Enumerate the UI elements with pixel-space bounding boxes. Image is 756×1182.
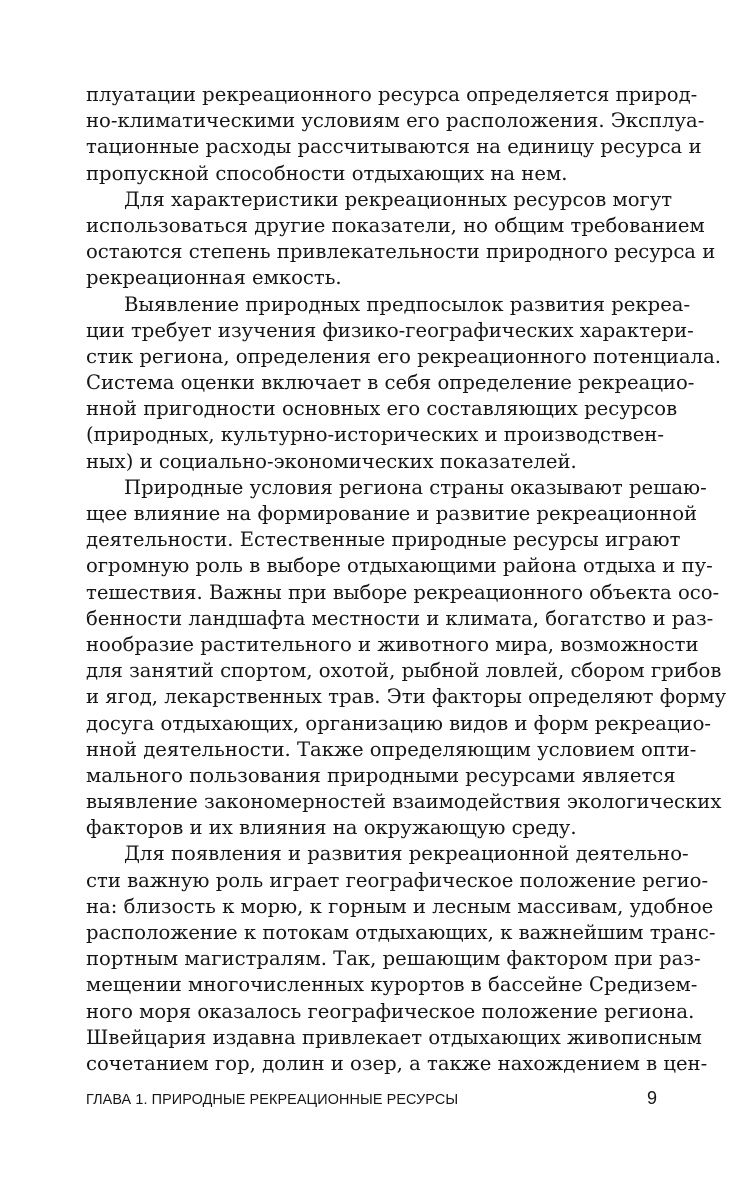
text-line: нообразие растительного и животного мира, возможности: [86, 632, 699, 656]
text-line: (природных, культурно-исторических и производствен-: [86, 423, 664, 447]
text-line: Швейцария издавна привлекает отдыхающих живописным: [86, 1025, 702, 1049]
text-line: на: близость к морю, к горным и лесным массивам, удобное: [86, 894, 714, 918]
text-line: расположение к потокам отдыхающих, к важнейшим транс-: [86, 921, 716, 944]
text-line: Для характеристики рекреационных ресурсов могут: [124, 187, 673, 211]
page-number: 9: [646, 1088, 657, 1108]
text-line: Для появления и развития рекреационной деятельно-: [124, 842, 689, 866]
text-line: использоваться другие показатели, но общим требованием: [86, 213, 705, 237]
text-line: и ягод, лекарственных трав. Эти факторы определяют форму: [86, 685, 727, 709]
text-line: тешествия. Важны при выборе рекреационного объекта осо-: [86, 580, 720, 604]
text-line: Природные условия региона страны оказывают решаю-: [124, 475, 707, 499]
text-line: рекреационная емкость.: [86, 266, 342, 290]
text-line: тационные расходы рассчитываются на единицу ресурса и: [86, 135, 702, 159]
text-line: ного моря оказалось географическое положение региона.: [86, 999, 695, 1023]
text-line: но-климатическими условиям его расположения. Эксплуа-: [86, 109, 705, 133]
text-line: ных) и социально-экономических показателей.: [86, 449, 577, 473]
page-footer: [86, 1088, 661, 1114]
text-line: нной деятельности. Также определяющим условием опти-: [86, 737, 697, 761]
text-line: остаются степень привлекательности природного ресурса и: [86, 240, 716, 264]
text-line: сочетанием гор, долин и озер, а также нахождением в цен-: [86, 1051, 708, 1075]
text-line: портным магистралям. Так, решающим фактором при раз-: [86, 947, 701, 971]
text-line: Система оценки включает в себя определение рекреацио-: [86, 371, 695, 395]
text-line: плуатации рекреационного ресурса определяется природ-: [86, 83, 698, 106]
text-line: факторов и их влияния на окружающую среду.: [86, 816, 577, 840]
text-line: выявление закономерностей взаимодействия экологических: [86, 790, 722, 814]
paragraph-4: [86, 475, 727, 842]
text-line: щее влияние на формирование и развитие рекреационной: [86, 502, 698, 525]
paragraph-1: [86, 82, 705, 187]
text-line: деятельности. Естественные природные ресурсы играют: [86, 528, 681, 552]
text-line: для занятий спортом, охотой, рыбной ловлей, сбором грибов: [86, 659, 722, 683]
text-line: огромную роль в выборе отдыхающими района отдыха и пу-: [86, 554, 713, 578]
text-line: бенности ландшафта местности и климата, богатство и раз-: [86, 606, 714, 630]
text-line: пропускной способности отдыхающих на нем.: [86, 161, 568, 185]
text-line: Выявление природных предпосылок развития рекреа-: [124, 292, 691, 316]
paragraph-2: [86, 187, 716, 292]
text-line: мального пользования природными ресурсами является: [86, 763, 676, 787]
text-line: стик региона, определения его рекреационного потенциала.: [86, 344, 722, 368]
text-line: сти важную роль играет географическое положение регио-: [86, 868, 709, 892]
body-text: [86, 82, 727, 1077]
paragraph-3: [86, 292, 722, 475]
text-line: нной пригодности основных его составляющих ресурсов: [86, 397, 678, 421]
text-line: ции требует изучения физико-географических характери-: [86, 318, 694, 342]
paragraph-5: [86, 841, 716, 1077]
running-head: ГЛАВА 1. ПРИРОДНЫЕ РЕКРЕАЦИОННЫЕ РЕСУРСЫ: [86, 1092, 459, 1108]
text-line: мещении многочисленных курортов в бассейне Средизем-: [86, 973, 698, 997]
text-line: досуга отдыхающих, организацию видов и форм рекреацио-: [86, 711, 712, 735]
